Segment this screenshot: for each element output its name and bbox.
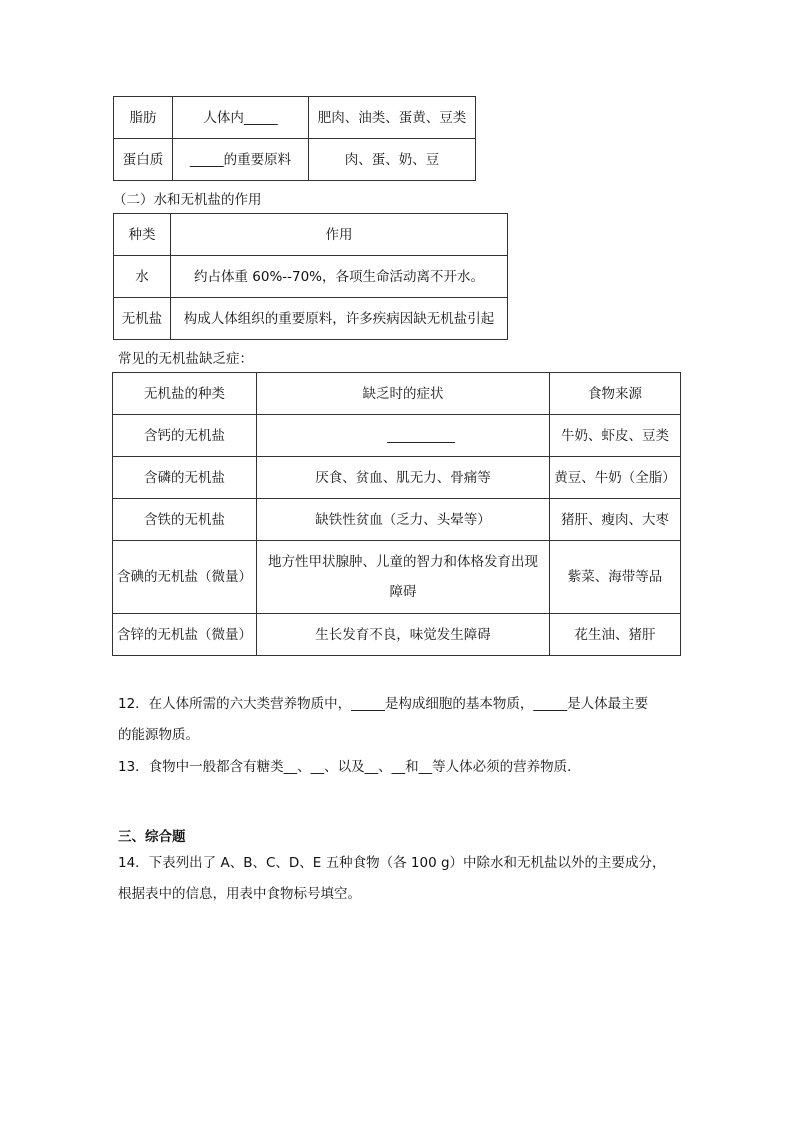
table-row: [114, 256, 508, 298]
mineral-type: 含锌的无机盐（微量）: [113, 614, 257, 656]
table-row: [114, 139, 476, 181]
nutrient-name: 蛋白质: [114, 139, 173, 181]
question-12-line2: 的能源物质。: [118, 727, 199, 743]
mineral-section-heading: 常见的无机盐缺乏症：: [118, 351, 253, 367]
symptom-cell: 缺铁性贫血（乏力、头晕等）: [257, 499, 550, 541]
nutrient-source: 肥肉、油类、蛋黄、豆类: [309, 97, 476, 139]
symptom-cell: 厌食、贫血、肌无力、骨痛等: [257, 457, 550, 499]
symptom-cell: [257, 541, 550, 614]
kind-cell: 无机盐: [114, 298, 171, 340]
column-header: 缺乏时的症状: [257, 373, 550, 415]
question-12-line1: 12．在人体所需的六大类营养物质中，_____是构成细胞的基本物质，_____是人体最主要: [118, 696, 649, 712]
table-row: [113, 499, 681, 541]
nutrient-role: _____的重要原料: [173, 139, 309, 181]
mineral-deficiency-table: [112, 372, 681, 656]
question-13: 13．食物中一般都含有糖类__、__、以及__、__和__等人体必须的营养物质．: [118, 759, 581, 775]
column-header: 无机盐的种类: [113, 373, 257, 415]
symptom-cell: __________: [257, 415, 550, 457]
water-mineral-table: [113, 213, 508, 340]
food-cell: 牛奶、虾皮、豆类: [550, 415, 681, 457]
table-row: [114, 97, 476, 139]
mineral-type: 含磷的无机盐: [113, 457, 257, 499]
section-3-title: 三、综合题: [118, 829, 186, 845]
table-row: [113, 457, 681, 499]
mineral-type: 含铁的无机盐: [113, 499, 257, 541]
food-cell: 猪肝、瘦肉、大枣: [550, 499, 681, 541]
column-header: 食物来源: [550, 373, 681, 415]
nutrient-name: 脂肪: [114, 97, 173, 139]
column-header: 作用: [171, 214, 508, 256]
nutrient-table: [113, 96, 476, 181]
mineral-type: 含钙的无机盐: [113, 415, 257, 457]
food-cell: 黄豆、牛奶（全脂）: [550, 457, 681, 499]
question-14-line2: 根据表中的信息，用表中食物标号填空。: [118, 886, 361, 902]
table-row: [114, 298, 508, 340]
symptom-line: 障碍: [389, 584, 417, 600]
mineral-type: 含碘的无机盐（微量）: [113, 541, 257, 614]
table-row: [113, 541, 681, 614]
question-14-line1: 14．下表列出了 A、B、C、D、E 五种食物（各 100 g）中除水和无机盐以外的主要成分，: [118, 855, 666, 871]
table-header-row: [114, 214, 508, 256]
water-section-heading: （二）水和无机盐的作用: [113, 192, 262, 208]
nutrient-source: 肉、蛋、奶、豆: [309, 139, 476, 181]
effect-cell: 约占体重 60%--70%，各项生命活动离不开水。: [171, 256, 508, 298]
table-header-row: [113, 373, 681, 415]
kind-cell: 水: [114, 256, 171, 298]
symptom-line: 地方性甲状腺肿、儿童的智力和体格发育出现: [268, 554, 538, 570]
food-cell: 花生油、猪肝: [550, 614, 681, 656]
effect-cell: 构成人体组织的重要原料，许多疾病因缺无机盐引起: [171, 298, 508, 340]
table-row: [113, 415, 681, 457]
food-cell: 紫菜、海带等品: [550, 541, 681, 614]
table-row: [113, 614, 681, 656]
nutrient-role: 人体内_____: [173, 97, 309, 139]
symptom-cell: 生长发育不良，味觉发生障碍: [257, 614, 550, 656]
column-header: 种类: [114, 214, 171, 256]
